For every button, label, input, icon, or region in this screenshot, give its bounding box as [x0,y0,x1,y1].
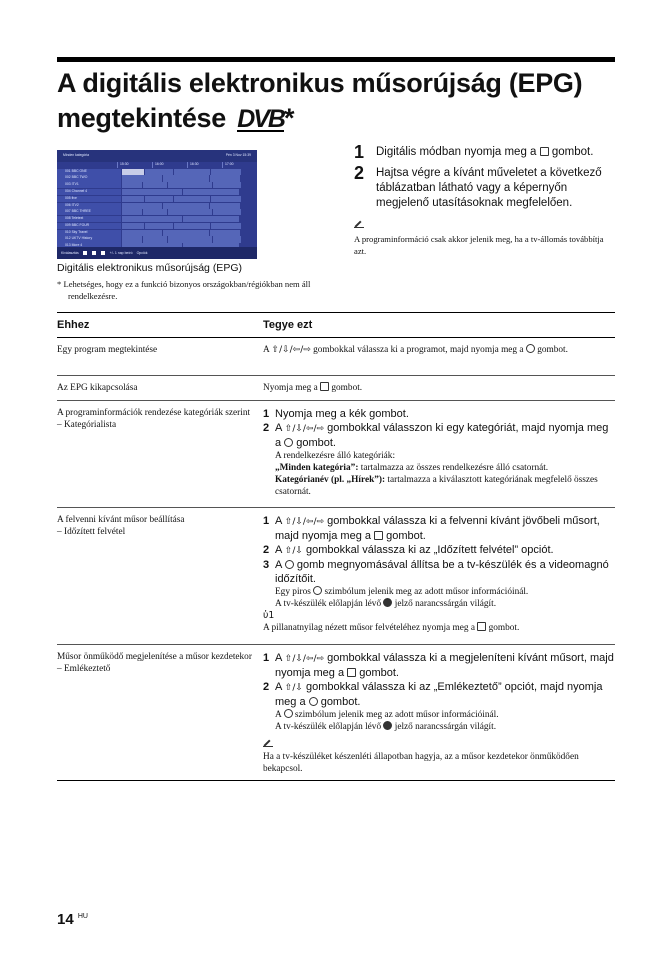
instructions-table [57,312,615,781]
text: A pillanatnyilag nézett műsor felvételéhez nyomja meg a [263,623,478,633]
epg-channel-name: 007 BBC THREE [57,209,121,215]
epg-program-block [122,223,144,229]
epg-program-block [174,223,210,229]
epg-program-block [163,175,209,181]
epg-program-block [183,189,239,195]
epg-channel-row [57,189,257,195]
step-number: 2 [354,163,365,183]
epg-datetime: Pén 3 Nov 15:39 [225,153,251,157]
row-label [57,514,263,638]
text: gombot. [329,383,363,393]
epg-program-block [213,182,241,188]
epg-channel-row [57,196,257,202]
epg-channel-row [57,203,257,209]
text: A [275,515,285,527]
epg-channel-name: 003 ITV1 [57,182,121,188]
epg-channel-row [57,175,257,181]
epg-channel-name: 001 BBC ONE [57,169,121,175]
substep [263,680,615,709]
table-row [57,645,615,780]
key-icon [101,251,105,255]
substep-number: 2 [263,681,270,693]
text: Egy piros [275,587,314,597]
info-button-icon [374,531,383,540]
epg-program-block [210,230,240,236]
note-text: Ha a tv-készüléket készenléti állapotban hagyja, az a műsor kezdetekor önműködően bekapcsol. [263,752,579,774]
step-text: Hajtsa végre a kívánt műveletet a következő táblázatban látható vagy a képernyőn megjelenő utasításoknak megfelelően. [376,167,602,209]
epg-channel-name: 009 BBC FOUR [57,223,121,229]
tip-icon: ὐ1 [263,610,275,621]
row-label: Az EPG kikapcsolása [57,383,138,393]
text: Kategórianév (pl. „Hírek”): [275,475,386,485]
row-label: Egy program megtekintése [57,345,158,355]
epg-programs [121,209,257,215]
substep [263,407,615,421]
text: gombokkal válassza ki az „Időzített felvétel” opciót. [302,544,554,556]
header-col-tegye: Tegye ezt [263,319,313,331]
text: gombokkal válassza ki a megjeleníteni kívánt műsort, majd nyomja meg a [275,652,614,679]
text [275,680,615,709]
text: – Kategórialista [57,420,117,430]
epg-channel-name: 013 More 4 [57,243,121,249]
substep-number: 3 [263,559,270,571]
text: jelző narancssárgán világít. [392,599,497,609]
info-button-icon [477,622,486,631]
text: gombot. [356,667,399,679]
row-label [57,407,263,501]
text: gombot. [486,623,520,633]
epg-channel-row [57,223,257,229]
epg-program-block [122,175,162,181]
text: A programinformációk rendezése kategóriák szerint [57,408,251,418]
epg-programs [121,169,257,175]
epg-programs [121,230,257,236]
text: gombokkal válassza ki az „Emlékeztető” opciót, majd nyomja meg a [275,681,603,708]
epg-timebar [57,162,257,168]
epg-footer-day: +/- 1 nap beíró [109,251,133,255]
guide-button-icon [540,147,549,156]
top-rule [57,57,615,62]
pencil-note-icon [354,218,364,228]
epg-channel-name: 012 UKTV History [57,236,121,242]
table-row [57,376,615,401]
epg-program-block [168,209,212,215]
epg-screenshot [57,150,257,259]
text [275,514,615,543]
text: A [275,681,285,693]
epg-program-block [122,236,142,242]
dvb-logo: DVB [237,105,284,133]
arrow-keys-icon: ⇧/⇩/⇦/⇨ [284,517,325,527]
epg-program-block [122,216,182,222]
epg-program-block [145,169,173,175]
substep [263,421,615,450]
epg-program-block [163,203,209,209]
epg-program-block [210,175,240,181]
text: A [275,422,285,434]
substep-number: 2 [263,422,270,434]
key-icon [83,251,87,255]
epg-footer-options: Opciók [136,251,148,255]
text [275,651,615,680]
text: A felvenni kívánt műsor beállítása [57,515,185,525]
arrow-keys-icon: ⇧/⇩/⇦/⇨ [271,345,311,355]
step-text-a: Digitális módban nyomja meg a [376,146,540,158]
text: gombot. [383,530,426,542]
ok-button-icon [284,438,293,447]
epg-programs [121,223,257,229]
page-language: HU [77,913,88,920]
ok-button-icon [526,344,535,353]
epg-programs [121,203,257,209]
text: gombot. [534,345,568,355]
steps [354,143,616,257]
epg-time: 15:30 [117,162,152,168]
text: A rendelkezésre álló kategóriák: [275,451,396,461]
arrow-keys-icon: ⇧/⇩/⇦/⇨ [284,654,325,664]
text: gomb megnyomásával állítsa be a tv-készülék és a videomagnó időzítőit. [275,559,609,585]
text: tartalmazza az összes rendelkezésre álló csatornát. [358,463,549,473]
text: A [275,559,285,571]
epg-program-block [168,182,212,188]
ok-button-icon [285,560,294,569]
step-2 [354,164,616,211]
epg-program-block [143,209,167,215]
epg-grid [57,169,257,250]
text [275,558,615,586]
epg-program-block [213,209,241,215]
page-number [57,911,88,928]
text [275,543,615,558]
substep [263,543,615,558]
text: gombokkal válassza ki a felvenni kívánt jövőbeli műsort, majd nyomja meg a [275,515,600,542]
text: A [275,710,284,720]
text: Nyomja meg a kék gombot. [275,408,409,420]
epg-program-block [168,236,212,242]
step-1 [354,143,616,161]
footnote: * Lehetséges, hogy ez a funkció bizonyos országokban/régiókban nem áll rendelkezésre. [57,279,311,301]
epg-channel-name: 008 Teletext [57,216,121,222]
epg-programs [121,196,257,202]
arrow-keys-icon: ⇧/⇩/⇦/⇨ [284,424,325,434]
text [263,709,615,721]
text: Műsor önműködő megjelenítése a műsor kezdetekor [57,652,252,662]
table-row [57,508,615,645]
text [263,586,615,598]
row-action [263,407,615,501]
key-icon [92,251,96,255]
text: A tv-készülék előlapján lévő [275,599,384,609]
title-star: * [283,103,295,133]
epg-program-block [174,196,210,202]
epg-program-block [174,169,210,175]
epg-channel-name: 005 five [57,196,121,202]
epg-program-block [211,196,241,202]
text: A [263,345,272,355]
epg-program-block [145,223,173,229]
text: A [275,544,285,556]
epg-channel-name: 010 Sky Travel [57,230,121,236]
title-line-1: A digitális elektronikus műsorújság (EPG) [57,68,583,98]
row-action [263,382,615,394]
table-row [57,338,615,376]
epg-channel-row [57,182,257,188]
text: jelző narancssárgán világít. [392,722,497,732]
epg-channel-row [57,230,257,236]
epg-program-block [145,196,173,202]
epg-caption: Digitális elektronikus műsorújság (EPG) [57,262,242,274]
title-text: megtekintése [57,103,226,133]
epg-time: 16:00 [152,162,187,168]
header-col-ehhez: Ehhez [57,319,90,331]
epg-program-block [163,230,209,236]
epg-program-block [183,216,239,222]
epg-channel-row [57,236,257,242]
step-text [376,143,616,161]
text: gombot. [293,437,336,449]
title-line-2 [57,101,617,136]
epg-time: 17:00 [222,162,257,168]
epg-program-block [122,189,182,195]
epg-program-block [122,196,144,202]
epg-channel-row [57,209,257,215]
substep [263,558,615,586]
epg-program-block [122,209,142,215]
reminder-symbol-icon [284,709,293,718]
text: szimbólum jelenik meg az adott műsor információinál. [292,710,499,720]
text [263,598,615,610]
arrow-keys-icon: ⇧/⇩ [284,546,303,556]
epg-program-block [122,182,142,188]
epg-program-block [213,236,241,242]
text [275,421,615,450]
text: A tv-készülék előlapján lévő [275,722,384,732]
text: Nyomja meg a [263,383,321,393]
text [263,462,615,474]
epg-programs [121,189,257,195]
pencil-note-icon [263,737,273,747]
epg-programs [121,175,257,181]
note-block [354,214,616,257]
epg-header [57,150,257,162]
row-action [263,344,615,369]
substep-number: 1 [263,515,270,527]
epg-channel-row [57,216,257,222]
epg-channel-name: 006 ITV2 [57,203,121,209]
text: A [275,652,285,664]
text: gombot. [317,696,361,708]
text: szimbólum jelenik meg az adott műsor információinál. [322,587,529,597]
epg-footer [57,247,257,259]
ok-button-icon [309,697,318,706]
epg-program-block [211,169,241,175]
epg-program-block [143,182,167,188]
epg-program-block [122,169,144,175]
epg-channel-name: 004 Channel 4 [57,189,121,195]
epg-programs [121,182,257,188]
epg-programs [121,236,257,242]
text [263,622,615,634]
epg-programs [121,216,257,222]
table-row [57,401,615,508]
epg-program-block [122,203,162,209]
epg-program-block [211,223,241,229]
substep-number: 2 [263,544,270,556]
substep-number: 1 [263,408,270,420]
epg-time: 16:30 [187,162,222,168]
epg-footer-select: Kiválasztás [61,251,79,255]
table-header [57,313,615,338]
page-title [57,66,617,136]
epg-program-block [210,203,240,209]
text: tartalmazza a kiválasztott kategóriának megfelelő összes csatornát. [275,475,598,497]
epg-channel-row [57,169,257,175]
epg-category: Minden kategória [63,153,90,157]
substep [263,651,615,680]
note-text: A programinformáció csak akkor jelenik meg, ha a tv-állomás továbbítja azt. [354,234,604,256]
text: „Minden kategória”: [275,463,359,473]
info-button-icon [347,668,356,677]
text [263,721,615,733]
epg-program-block [143,236,167,242]
text: 14 [57,911,74,928]
step-number: 1 [354,142,365,162]
timer-symbol-icon [313,586,322,595]
substep-number: 1 [263,652,270,664]
text: gombokkal válassza ki a programot, majd nyomja meg a [310,345,526,355]
guide-button-icon [320,382,329,391]
text: – Emlékeztető [57,664,111,674]
text: – Időzített felvétel [57,527,126,537]
substep [263,514,615,543]
step-text-b: gombot. [548,146,594,158]
row-action [263,651,615,774]
text: gombokkal válasszon ki egy kategóriát, majd nyomja meg a [275,422,609,449]
epg-program-block [122,230,162,236]
row-action [263,514,615,638]
text [263,474,615,498]
row-label [57,651,263,774]
arrow-keys-icon: ⇧/⇩ [284,683,303,693]
epg-channel-name: 002 BBC TWO [57,175,121,181]
